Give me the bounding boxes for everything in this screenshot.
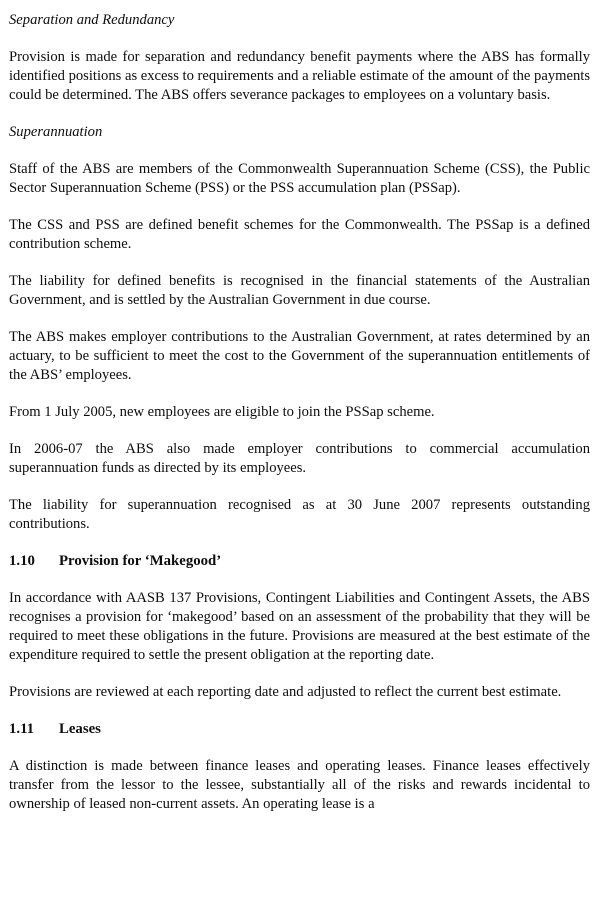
paragraph-css-pss-defined-benefit: The CSS and PSS are defined benefit schemes for the Commonwealth. The PSSap is a defined contribution scheme. — [9, 217, 590, 252]
heading-number: 1.11 — [9, 721, 35, 737]
section-heading-separation-and-redundancy: Separation and Redundancy — [9, 12, 175, 28]
section-heading-leases — [9, 720, 590, 739]
paragraph-aasb-137-makegood: In accordance with AASB 137 Provisions, Contingent Liabilities and Contingent Assets, the ABS recognises a provision for ‘makegood’ based on an assessment of the probability that they will be required to meet these obligations in the future. Provisions are measured at the best estimate of the expenditure required to settle the present obligation at the reporting date. — [9, 590, 590, 663]
paragraph-liability-defined-benefits: The liability for defined benefits is recognised in the financial statements of the Australian Government, and is settled by the Australian Government in due course. — [9, 273, 590, 308]
heading-number: 1.10 — [9, 553, 35, 569]
paragraph-pssap-eligibility: From 1 July 2005, new employees are eligible to join the PSSap scheme. — [9, 404, 435, 420]
heading-title: Leases — [59, 721, 101, 737]
section-heading-provision-for-makegood — [9, 552, 590, 571]
section-heading-superannuation: Superannuation — [9, 124, 103, 140]
heading-title: Provision for ‘Makegood’ — [59, 553, 222, 569]
paragraph-employer-contributions: The ABS makes employer contributions to the Australian Government, at rates determined by an actuary, to be sufficient to meet the cost to the Government of the superannuation entitlements of the ABS’ employees. — [9, 329, 590, 383]
paragraph-separation-provision: Provision is made for separation and redundancy benefit payments where the ABS has formally identified positions as excess to requirements and a reliable estimate of the amount of the payments could be determined. The ABS offers severance packages to employees on a voluntary basis. — [9, 49, 590, 103]
paragraph-superannuation-liability-2007: The liability for superannuation recognised as at 30 June 2007 represents outstanding contributions. — [9, 497, 590, 532]
paragraph-finance-vs-operating-leases: A distinction is made between finance leases and operating leases. Finance leases effectively transfer from the lessor to the lessee, substantially all of the risks and rewards incidental to ownership of leased non-current assets. An operating lease is a — [9, 758, 590, 812]
paragraph-provisions-reviewed: Provisions are reviewed at each reporting date and adjusted to reflect the current best estimate. — [9, 684, 562, 700]
paragraph-superannuation-schemes: Staff of the ABS are members of the Commonwealth Superannuation Scheme (CSS), the Public Sector Superannuation Scheme (PSS) or the PSS accumulation plan (PSSap). — [9, 161, 590, 196]
paragraph-commercial-accumulation-funds: In 2006-07 the ABS also made employer contributions to commercial accumulation superannuation funds as directed by its employees. — [9, 441, 590, 476]
